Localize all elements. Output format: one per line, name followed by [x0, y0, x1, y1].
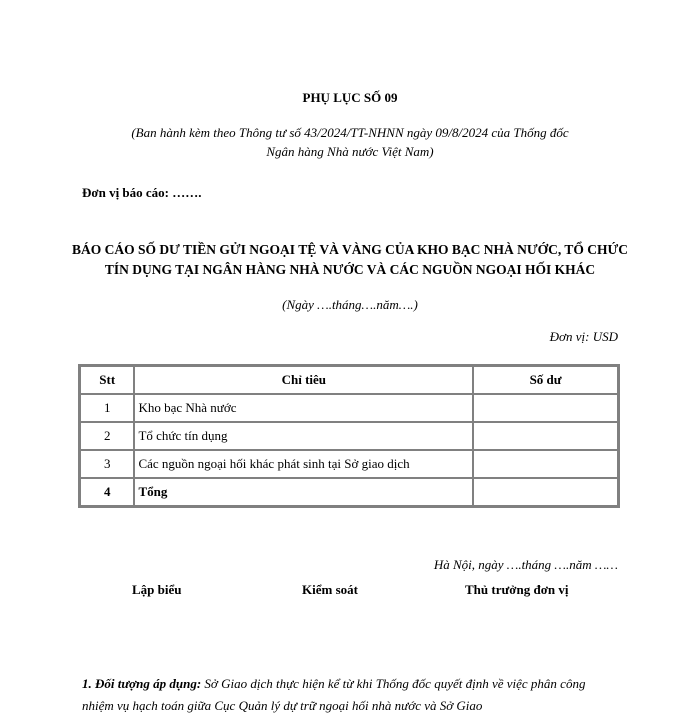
table-row	[80, 450, 618, 478]
signature-controller: Kiểm soát	[302, 582, 358, 597]
decree-line-1: (Ban hành kèm theo Thông tư số 43/2024/TT-NHNN ngày 09/8/2024 của Thống đốc	[131, 125, 569, 140]
header-balance: Số dư	[473, 366, 618, 394]
signature-head: Thủ trưởng đơn vị	[465, 582, 569, 597]
table-row	[80, 394, 618, 422]
header-stt: Stt	[80, 366, 134, 394]
note-paragraph	[82, 673, 612, 717]
row-item: Kho bạc Nhà nước	[134, 394, 473, 422]
row-stt: 4	[80, 478, 134, 506]
table-header-row	[80, 366, 618, 394]
note-text: Sở Giao dịch thực hiện kể từ khi Thống đốc quyết định về việc phân công nhiệm vụ hạch toán giữa Cục Quản lý dự trữ ngoại hối nhà nước và Sở Giao	[82, 676, 586, 713]
row-item: Các nguồn ngoại hối khác phát sinh tại Sở giao dịch	[134, 450, 473, 478]
row-stt: 3	[80, 450, 134, 478]
row-balance[interactable]	[473, 422, 618, 450]
place-date: Hà Nội, ngày ….tháng ….năm ……	[433, 557, 618, 572]
decree-line-2: Ngân hàng Nhà nước Việt Nam)	[266, 144, 434, 159]
row-balance[interactable]	[473, 478, 618, 506]
table-row	[80, 422, 618, 450]
row-balance[interactable]	[473, 394, 618, 422]
report-date: (Ngày ….tháng….năm….)	[282, 297, 418, 312]
header-item: Chỉ tiêu	[134, 366, 473, 394]
row-stt: 2	[80, 422, 134, 450]
signature-preparer: Lập biểu	[132, 582, 182, 597]
row-item: Tổ chức tín dụng	[134, 422, 473, 450]
report-table	[78, 364, 620, 508]
reporting-unit: Đơn vị báo cáo: …….	[82, 185, 202, 200]
note-label: 1. Đối tượng áp dụng:	[82, 676, 202, 691]
table-row-total	[80, 478, 618, 506]
row-item: Tổng	[134, 478, 473, 506]
row-stt: 1	[80, 394, 134, 422]
row-balance[interactable]	[473, 450, 618, 478]
currency-unit: Đơn vị: USD	[549, 329, 618, 344]
report-title: BÁO CÁO SỐ DƯ TIỀN GỬI NGOẠI TỆ VÀ VÀNG CỦA KHO BẠC NHÀ NƯỚC, TỔ CHỨC TÍN DỤNG TẠI NGÂN HÀNG NHÀ NƯỚC VÀ CÁC NGUỒN NGOẠI HỐI KHÁC	[72, 242, 628, 277]
appendix-title: PHỤ LỤC SỐ 09	[302, 90, 398, 105]
